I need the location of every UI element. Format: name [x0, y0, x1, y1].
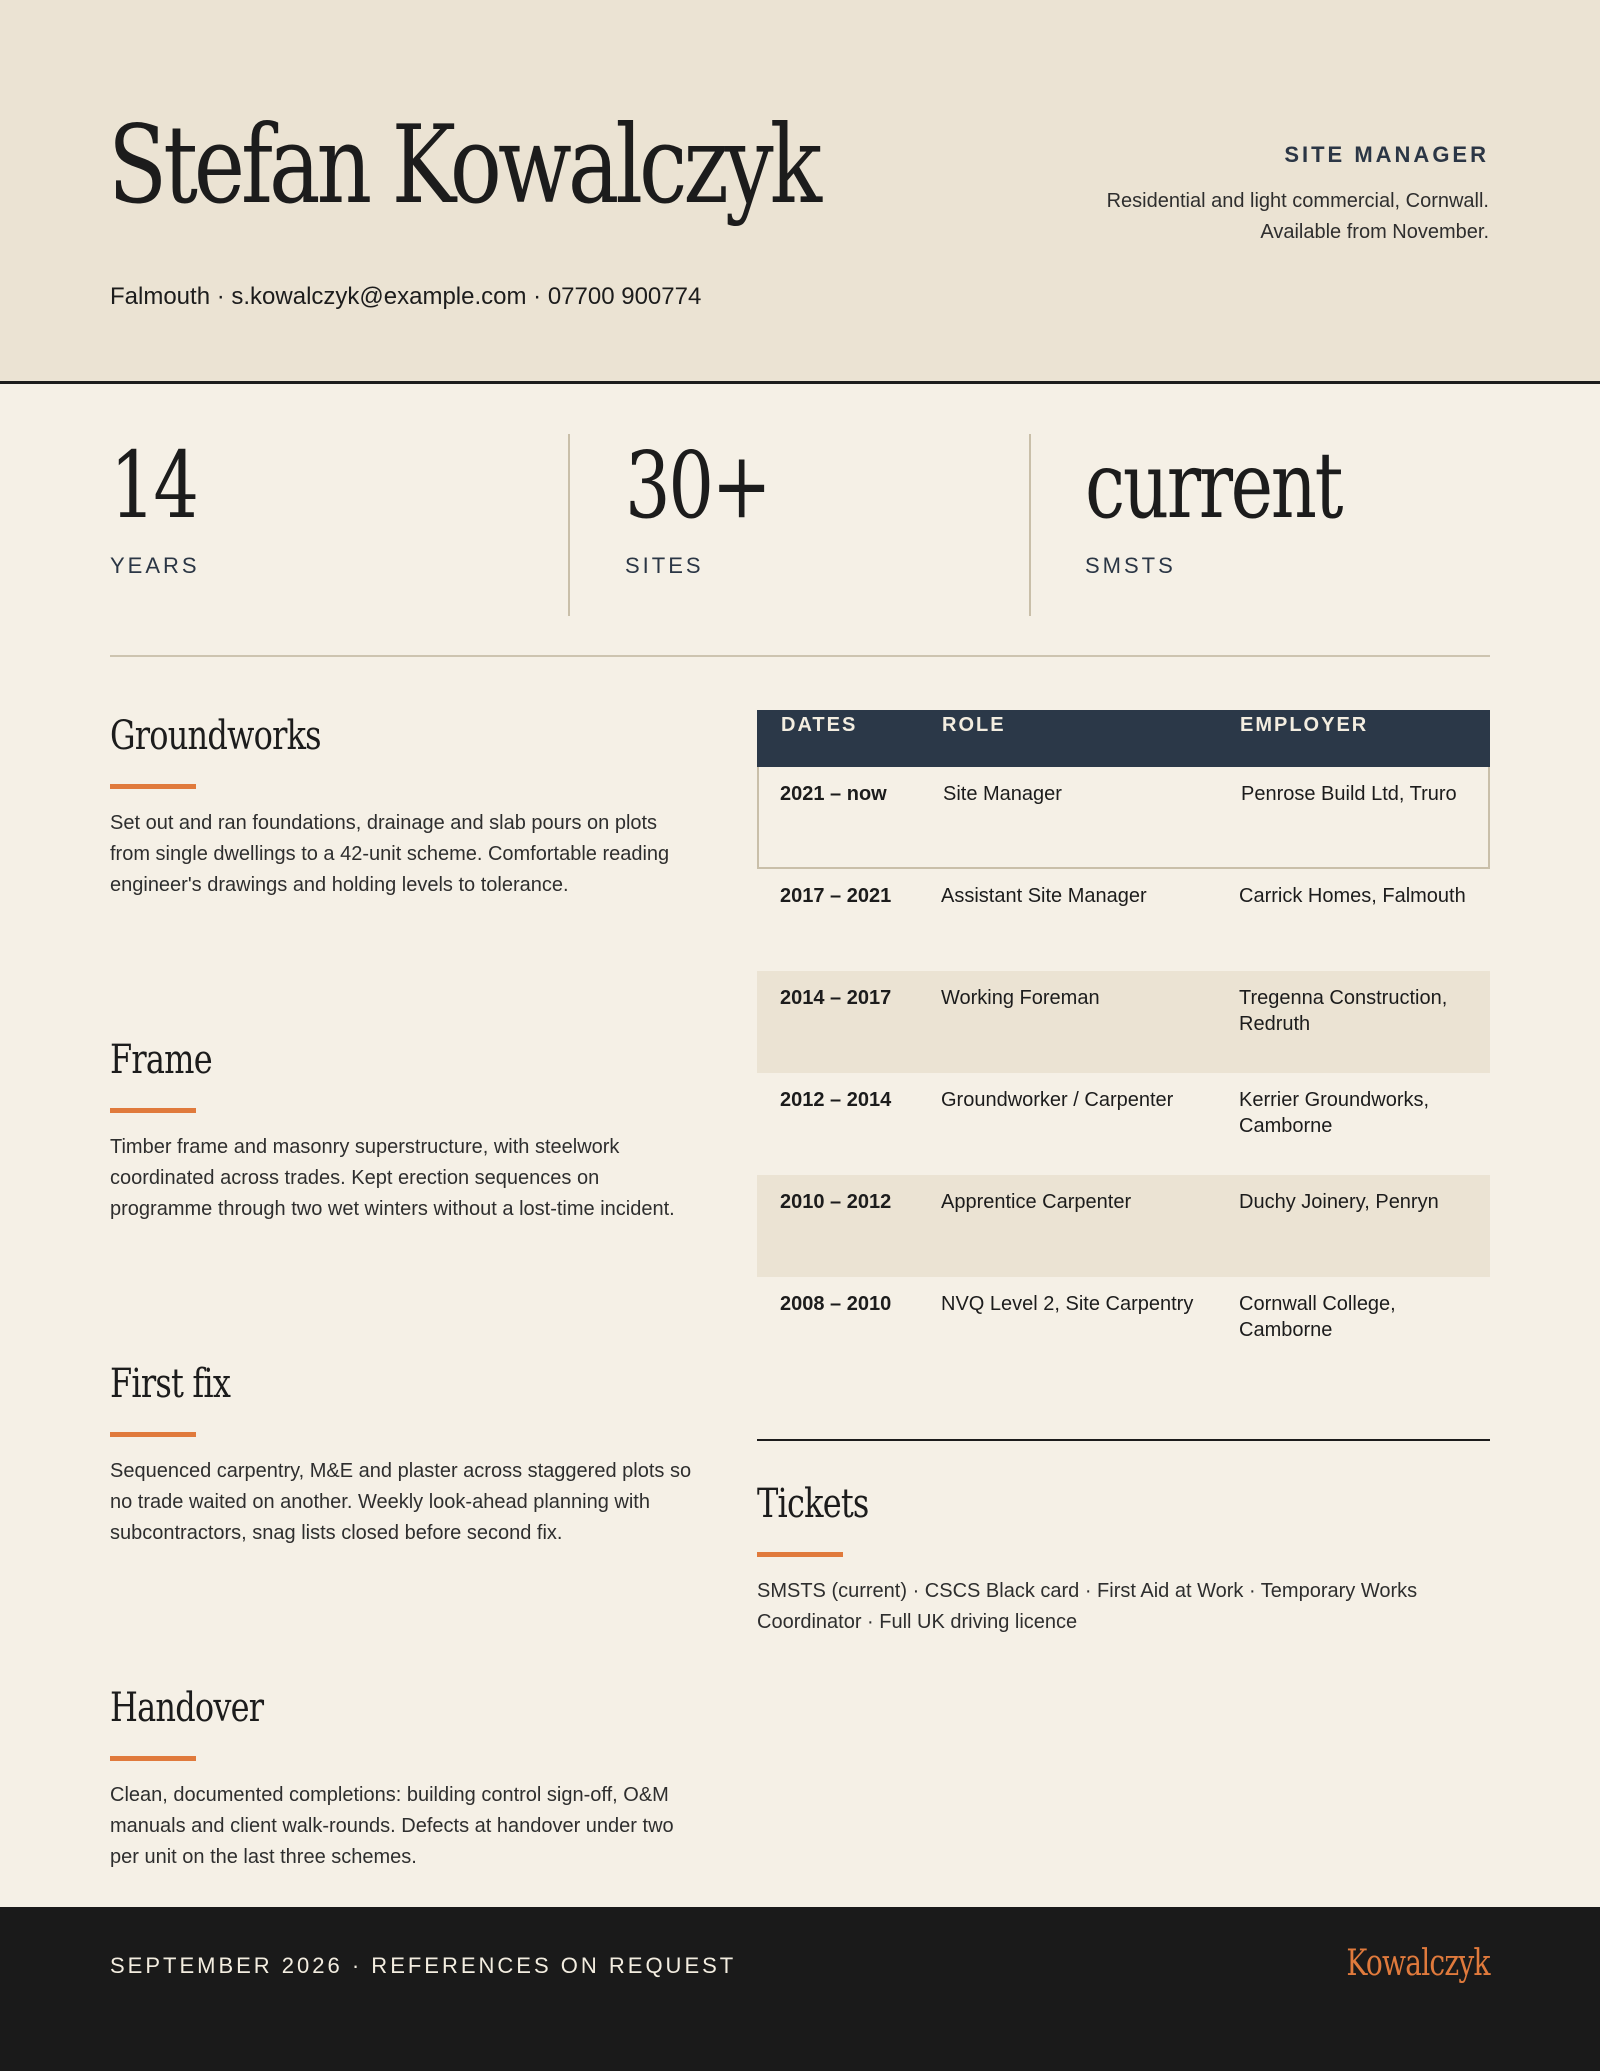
- table-row: [757, 1073, 1490, 1175]
- role-blurb: Residential and light commercial, Cornwall. Available from November.: [1106, 190, 1489, 243]
- table-row: [757, 1175, 1490, 1277]
- role-title: SITE MANAGER: [1284, 142, 1489, 167]
- column-header-role: ROLE: [942, 714, 1006, 736]
- contact-line: Falmouth · s.kowalczyk@example.com · 07700 900774: [110, 283, 702, 310]
- section-tickets: [757, 1481, 1490, 1638]
- accent-bar: [110, 1108, 196, 1113]
- section-title: Tickets: [757, 1481, 869, 1527]
- section-first-fix: [110, 1361, 700, 1549]
- row-role: Assistant Site Manager: [941, 885, 1147, 907]
- header: [0, 0, 1600, 384]
- row-role: NVQ Level 2, Site Carpentry: [941, 1293, 1194, 1315]
- row-role: Groundworker / Carpenter: [941, 1089, 1174, 1111]
- employment-table: [757, 710, 1490, 1379]
- row-employer: Cornwall College, Camborne: [1239, 1293, 1396, 1341]
- row-employer: Carrick Homes, Falmouth: [1239, 885, 1466, 907]
- stat-sites: [625, 432, 810, 579]
- accent-bar: [110, 784, 196, 789]
- row-dates: 2012 – 2014: [780, 1089, 892, 1111]
- row-dates: 2010 – 2012: [780, 1191, 892, 1213]
- footer: [0, 1907, 1600, 2071]
- stat-label: SMSTS: [1085, 553, 1176, 578]
- section-frame: [110, 1037, 700, 1225]
- section-body: Timber frame and masonry superstructure, with steelwork coordinated across trades. Kept erection sequences on programme through two wet winters without a lost-time incident.: [110, 1136, 675, 1220]
- table-row: [757, 1277, 1490, 1379]
- row-dates: 2017 – 2021: [780, 885, 892, 907]
- section-body: Set out and ran foundations, drainage and slab pours on plots from single dwellings to a 42-unit scheme. Comfortable reading engineer's drawings and holding levels to tolerance.: [110, 812, 670, 896]
- section-title: First fix: [110, 1361, 231, 1407]
- section-title: Handover: [110, 1685, 264, 1731]
- stat-value: current: [1085, 432, 1342, 539]
- footer-wordmark: Kowalczyk: [1346, 1943, 1490, 1984]
- table-row: [757, 869, 1490, 971]
- accent-bar: [110, 1756, 196, 1761]
- table-row: [757, 971, 1490, 1073]
- stat-label: YEARS: [110, 553, 200, 578]
- section-body: Clean, documented completions: building control sign-off, O&M manuals and client walk-rounds. Defects at handover under two per unit on the last three schemes.: [110, 1784, 674, 1868]
- column-header-dates: DATES: [781, 714, 858, 736]
- accent-bar: [110, 1432, 196, 1437]
- accent-bar: [757, 1552, 843, 1557]
- row-dates: 2021 – now: [780, 783, 887, 805]
- stat-divider: [1029, 434, 1031, 616]
- candidate-name: Stefan Kowalczyk: [108, 103, 819, 228]
- tickets-divider: [757, 1439, 1490, 1441]
- section-divider: [110, 655, 1490, 657]
- stat-value: 14: [110, 432, 197, 539]
- table-row: [757, 767, 1490, 869]
- row-dates: 2014 – 2017: [780, 987, 892, 1009]
- row-employer: Tregenna Construction, Redruth: [1239, 987, 1448, 1035]
- row-role: Working Foreman: [941, 987, 1100, 1009]
- row-dates: 2008 – 2010: [780, 1293, 892, 1315]
- stat-divider: [568, 434, 570, 616]
- row-role: Site Manager: [943, 783, 1062, 805]
- stat-years: [110, 432, 221, 579]
- stat-smsts: [1085, 432, 1413, 579]
- stat-value: 30+: [625, 432, 770, 539]
- row-employer: Penrose Build Ltd, Truro: [1241, 783, 1457, 805]
- tickets-list: SMSTS (current) · CSCS Black card · First Aid at Work · Temporary Works Coordinator · Full UK driving licence: [757, 1580, 1418, 1633]
- section-title: Groundworks: [110, 713, 321, 759]
- row-employer: Kerrier Groundworks, Camborne: [1239, 1089, 1430, 1137]
- row-role: Apprentice Carpenter: [941, 1191, 1132, 1213]
- column-header-employer: EMPLOYER: [1240, 714, 1369, 736]
- section-title: Frame: [110, 1037, 212, 1083]
- section-groundworks: [110, 713, 700, 901]
- table-header: [757, 710, 1490, 767]
- section-body: Sequenced carpentry, M&E and plaster across staggered plots so no trade waited on another. Weekly look-ahead planning with subcontractors, snag lists closed before second fix.: [110, 1460, 692, 1544]
- stat-label: SITES: [625, 553, 704, 578]
- section-handover: [110, 1685, 700, 1873]
- row-employer: Duchy Joinery, Penryn: [1239, 1191, 1439, 1213]
- footer-text: SEPTEMBER 2026 · REFERENCES ON REQUEST: [110, 1953, 737, 1978]
